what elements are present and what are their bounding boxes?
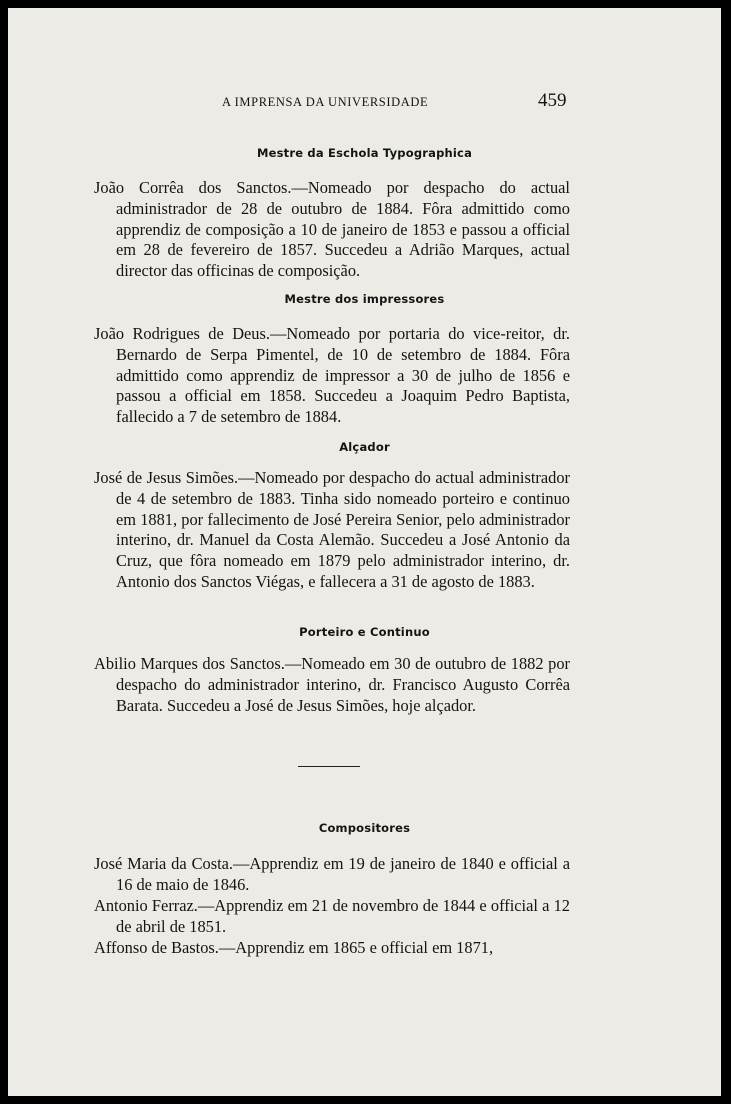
entry-paragraph: Affonso de Bastos.—Apprendiz em 1865 e official em 1871, [94, 938, 494, 957]
section-heading: Mestre dos impressores [284, 292, 445, 306]
section-heading: Compositores [318, 821, 411, 835]
section-heading: Porteiro e Continuo [299, 625, 430, 639]
section-divider [298, 766, 360, 767]
running-head: A IMPRENSA DA UNIVERSIDADE [222, 95, 429, 109]
entry-paragraph: Abilio Marques dos Sanctos.—Nomeado em 30 de outubro de 1882 por despacho do administrador interino, dr. Francisco Augusto Corrêa Barata. Succedeu a José de Jesus Simões, hoje alçador. [94, 654, 570, 715]
entry-paragraph: João Rodrigues de Deus.—Nomeado por portaria do vice-reitor, dr. Bernardo de Serpa Pimentel, de 10 de setembro de 1884. Fôra admittido como apprendiz de impressor a 30 de julho de 1856 e passou a official em 1858. Succedeu a Joaquim Pedro Baptista, fallecido a 7 de setembro de 1884. [94, 324, 570, 427]
entry-paragraph: João Corrêa dos Sanctos.—Nomeado por despacho do actual administrador de 28 de outubro de 1884. Fôra admittido como apprendiz de composição a 10 de janeiro de 1853 e passou a official em 28 de fevereiro de 1857. Succedeu a Adrião Marques, actual director das officinas de composição. [94, 178, 570, 281]
page-number: 459 [538, 90, 567, 111]
book-page [8, 8, 721, 1096]
section-heading: Alçador [339, 440, 390, 454]
entry-paragraph: José de Jesus Simões.—Nomeado por despacho do actual administrador de 4 de setembro de 1883. Tinha sido nomeado porteiro e continuo em 1881, por fallecimento de José Pereira Senior, pelo administrador interino, dr. Manuel da Costa Alemão. Succedeu a José Antonio da Cruz, que fôra nomeado em 1879 pelo administrador interino, dr. Antonio dos Sanctos Viégas, e fallecera a 31 de agosto de 1883. [94, 468, 570, 591]
entry-paragraph: Antonio Ferraz.—Apprendiz em 21 de novembro de 1844 e official a 12 de abril de 1851. [94, 896, 570, 936]
entry-paragraph: José Maria da Costa.—Apprendiz em 19 de janeiro de 1840 e official a 16 de maio de 1846. [94, 854, 570, 894]
section-heading: Mestre da Eschola Typographica [256, 146, 473, 160]
